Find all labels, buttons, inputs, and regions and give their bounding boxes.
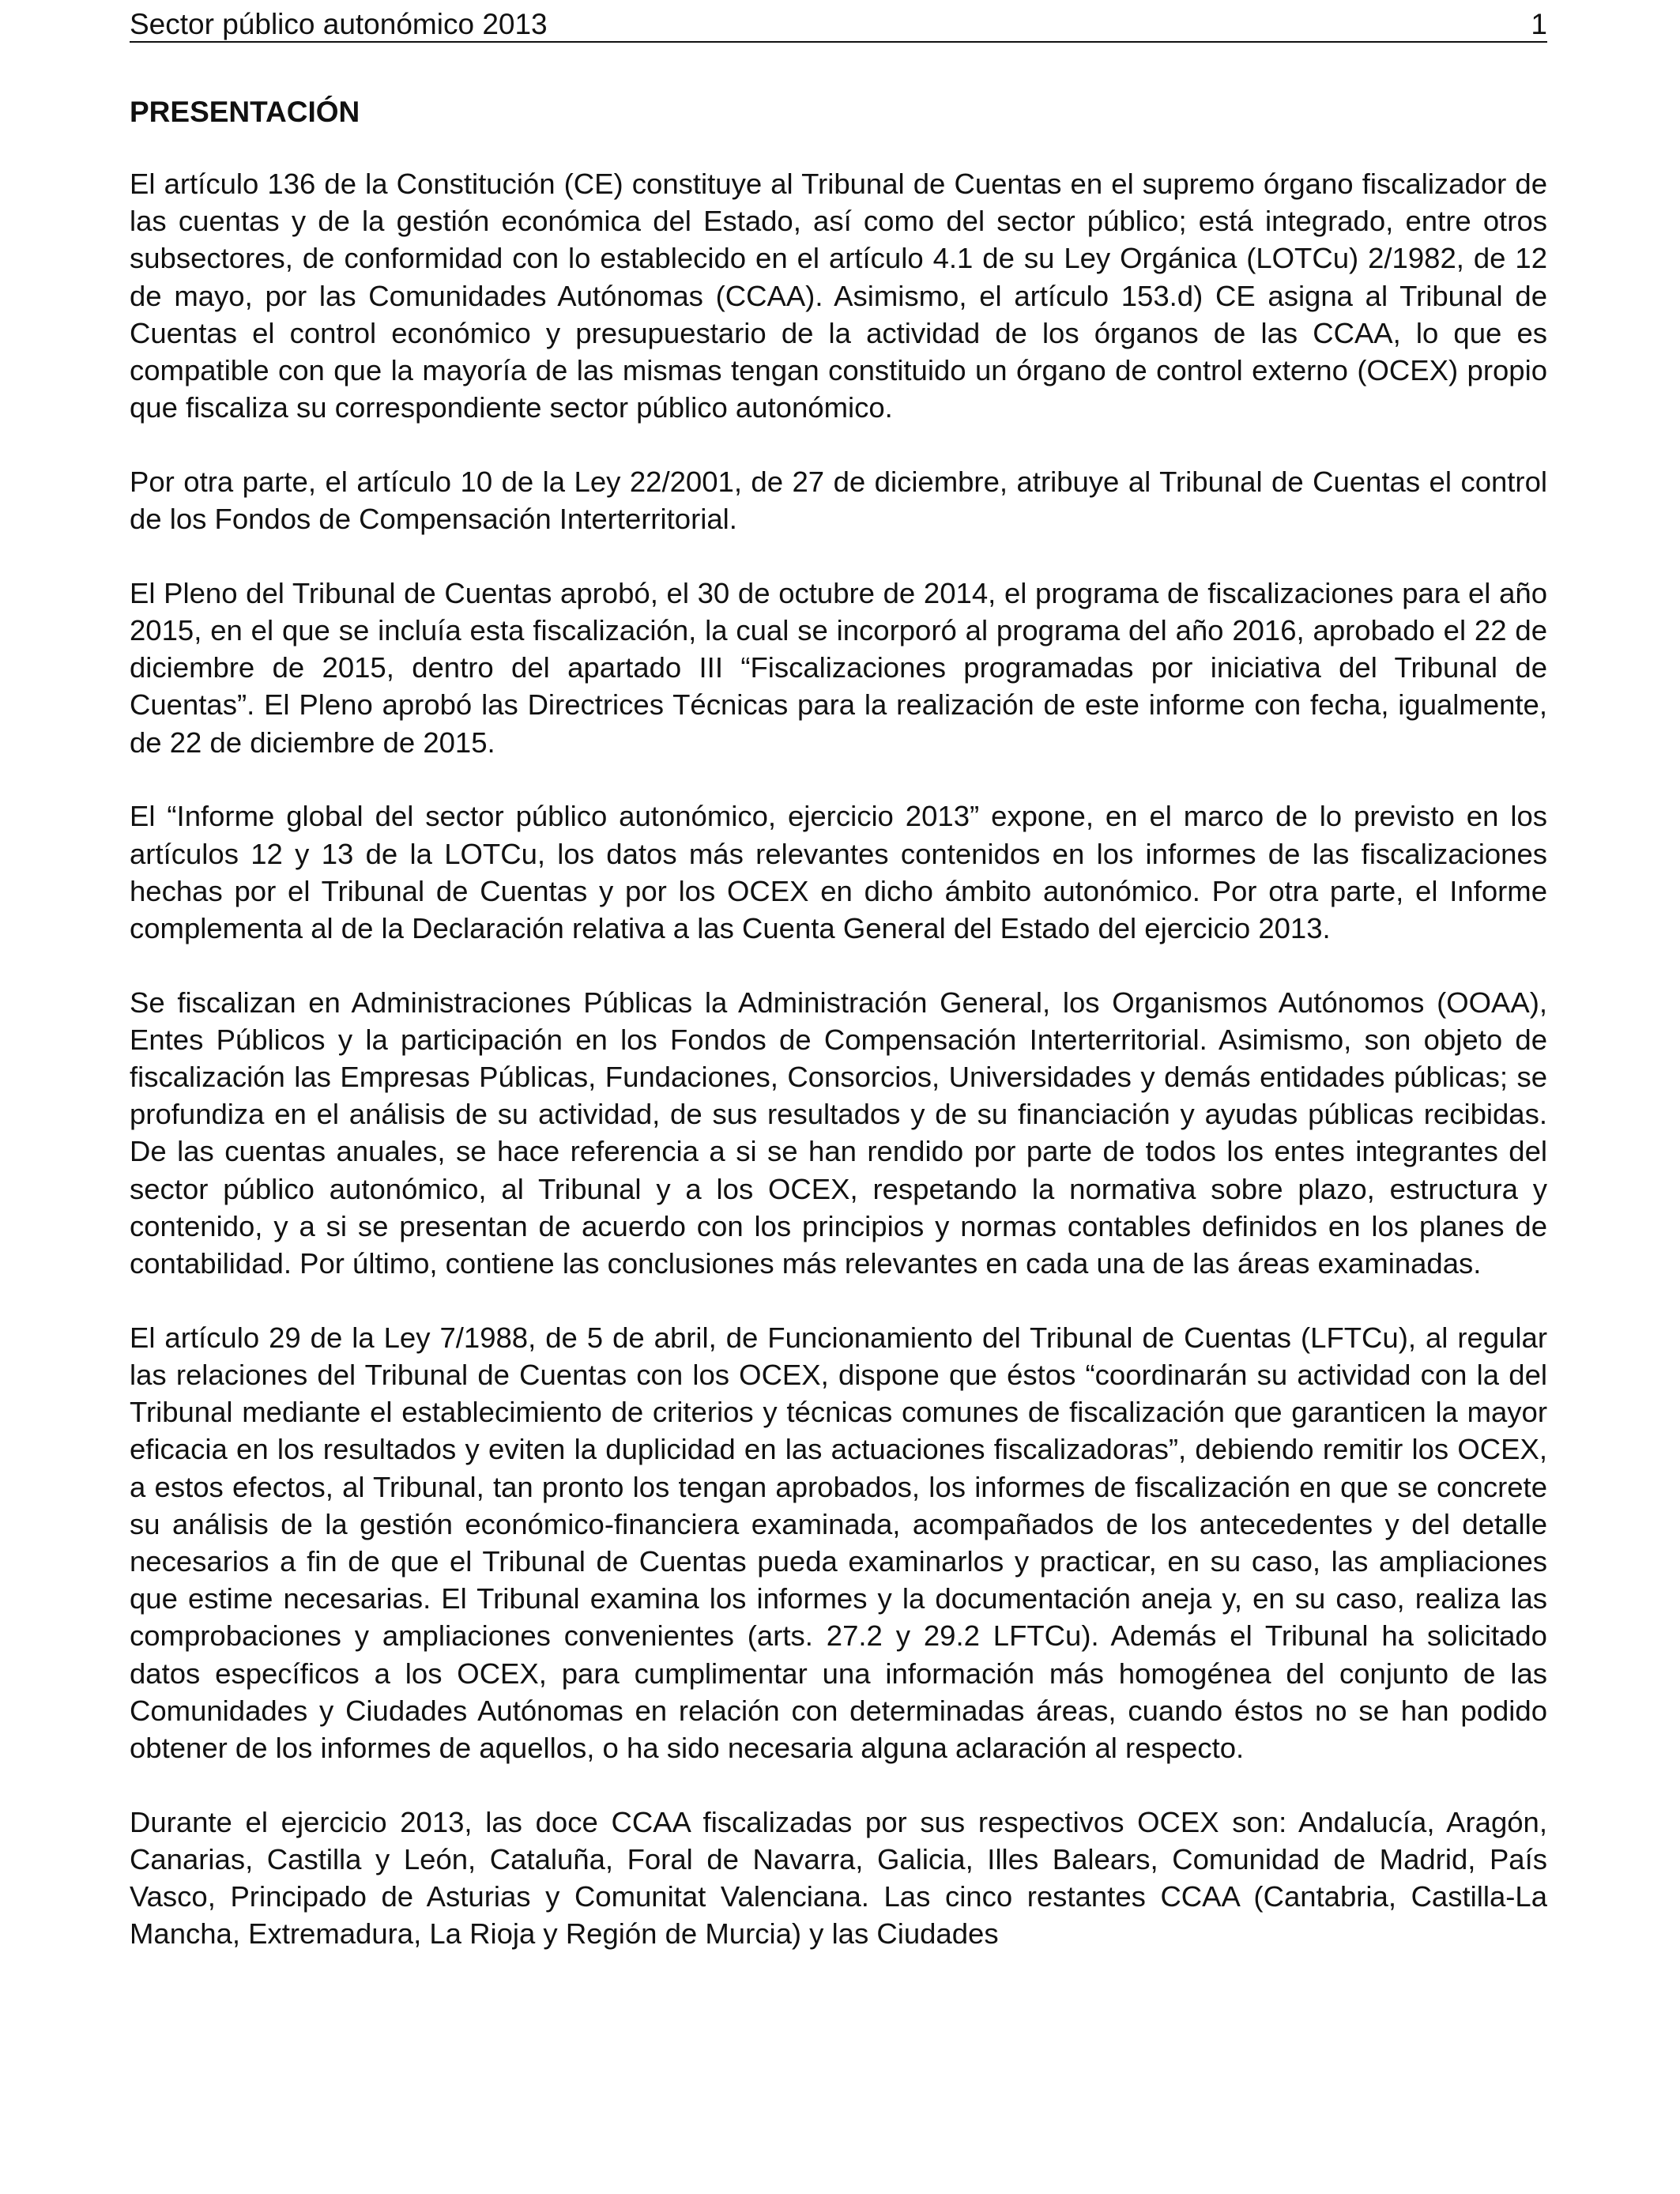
document-body — [130, 165, 1547, 1953]
paragraph-1: El artículo 136 de la Constitución (CE) constituye al Tribunal de Cuentas en el supremo órgano fiscalizador de las cuentas y de la gestión económica del Estado, así como del sector público; está integrado, entre otros subsectores, de conformidad con lo establecido en el artículo 4.1 de su Ley Orgánica (LOTCu) 2/1982, de 12 de mayo, por las Comunidades Autónomas (CCAA). Asimismo, el artículo 153.d) CE asigna al Tribunal de Cuentas el control económico y presupuestario de la actividad de los órganos de las CCAA, lo que es compatible con que la mayoría de las mismas tengan constituido un órgano de control externo (OCEX) propio que fiscaliza su correspondiente sector público autonómico. — [130, 168, 1547, 424]
running-header — [130, 9, 1547, 43]
header-title: Sector público autonómico 2013 — [130, 8, 548, 40]
paragraph-4: El “Informe global del sector público autonómico, ejercicio 2013” expone, en el marco de lo previsto en los artículos 12 y 13 de la LOTCu, los datos más relevantes contenidos en los informes de las fiscalizaciones hechas por el Tribunal de Cuentas y por los OCEX en dicho ámbito autonómico. Por otra parte, el Informe complementa al de la Declaración relativa a las Cuenta General del Estado del ejercicio 2013. — [130, 800, 1547, 944]
document-page — [130, 0, 1547, 2194]
section-heading: PRESENTACIÓN — [130, 96, 360, 128]
page-number: 1 — [1531, 8, 1547, 40]
paragraph-3: El Pleno del Tribunal de Cuentas aprobó, el 30 de octubre de 2014, el programa de fiscalizaciones para el año 2015, en el que se incluía esta fiscalización, la cual se incorporó al programa del año 2016, aprobado el 22 de diciembre de 2015, dentro del apartado III “Fiscalizaciones programadas por iniciativa del Tribunal de Cuentas”. El Pleno aprobó las Directrices Técnicas para la realización de este informe con fecha, igualmente, de 22 de diciembre de 2015. — [130, 576, 1547, 759]
paragraph-2: Por otra parte, el artículo 10 de la Ley 22/2001, de 27 de diciembre, atribuye al Tribunal de Cuentas el control de los Fondos de Compensación Interterritorial. — [130, 465, 1547, 536]
paragraph-7: Durante el ejercicio 2013, las doce CCAA fiscalizadas por sus respectivos OCEX son: Andalucía, Aragón, Canarias, Castilla y León, Cataluña, Foral de Navarra, Galicia, Illes Balears, Comunidad de Madrid, País Vasco, Principado de Asturias y Comunitat Valenciana. Las cinco restantes CCAA (Cantabria, Castilla-La Mancha, Extremadura, La Rioja y Región de Murcia) y las Ciudades — [130, 1805, 1547, 1951]
paragraph-5: Se fiscalizan en Administraciones Públicas la Administración General, los Organismos Autónomos (OOAA), Entes Públicos y la participación en los Fondos de Compensación Interterritorial. Asimismo, son objeto de fiscalización las Empresas Públicas, Fundaciones, Consorcios, Universidades y demás entidades públicas; se profundiza en el análisis de su actividad, de sus resultados y de su financiación y ayudas públicas recibidas. De las cuentas anuales, se hace referencia a si se han rendido por parte de todos los entes integrantes del sector público autonómico, al Tribunal y a los OCEX, respetando la normativa sobre plazo, estructura y contenido, y a si se presentan de acuerdo con los principios y normas contables definidos en los planes de contabilidad. Por último, contiene las conclusiones más relevantes en cada una de las áreas examinadas. — [130, 986, 1547, 1280]
paragraph-6: El artículo 29 de la Ley 7/1988, de 5 de abril, de Funcionamiento del Tribunal de Cuentas (LFTCu), al regular las relaciones del Tribunal de Cuentas con los OCEX, dispone que éstos “coordinarán su actividad con la del Tribunal mediante el establecimiento de criterios y técnicas comunes de fiscalización que garanticen la mayor eficacia en los resultados y eviten la duplicidad en las actuaciones fiscalizadoras”, debiendo remitir los OCEX, a estos efectos, al Tribunal, tan pronto los tengan aprobados, los informes de fiscalización en que se concrete su análisis de la gestión económico-financiera examinada, acompañados de los antecedentes y del detalle necesarios a fin de que el Tribunal de Cuentas pueda examinarlos y practicar, en su caso, las ampliaciones que estime necesarias. El Tribunal examina los informes y la documentación aneja y, en su caso, realiza las comprobaciones y ampliaciones convenientes (arts. 27.2 y 29.2 LFTCu). Además el Tribunal ha solicitado datos específicos a los OCEX, para cumplimentar una información más homogénea del conjunto de las Comunidades y Ciudades Autónomas en relación con determinadas áreas, cuando éstos no se han podido obtener de los informes de aquellos, o ha sido necesaria alguna aclaración al respecto. — [130, 1321, 1547, 1765]
